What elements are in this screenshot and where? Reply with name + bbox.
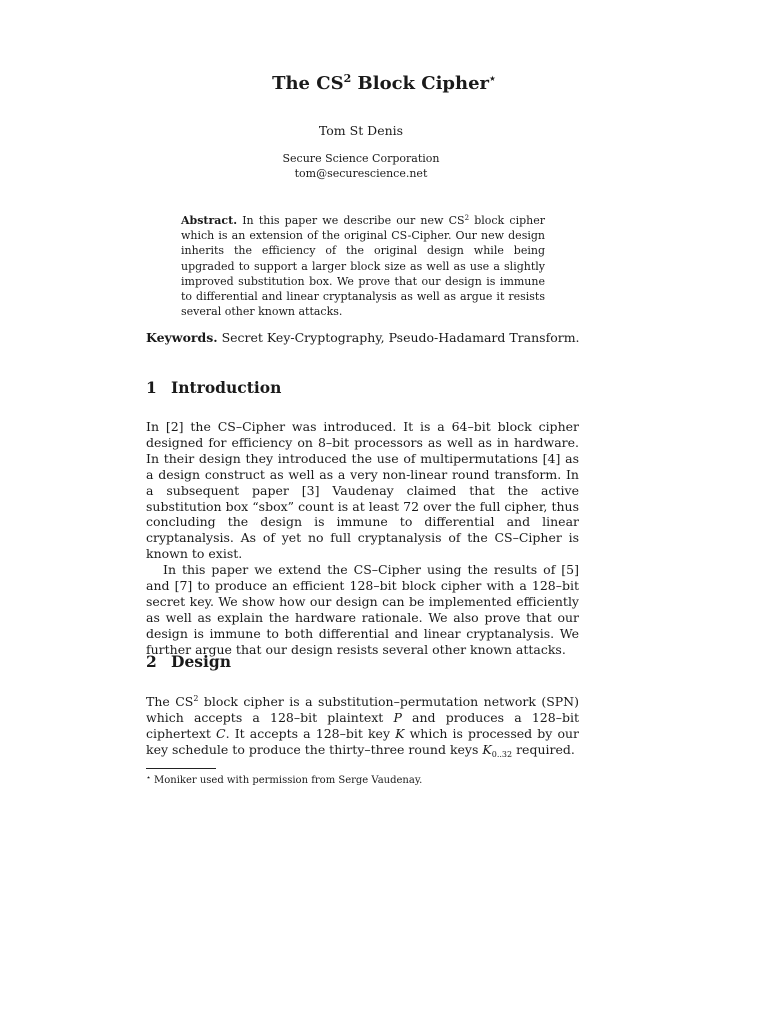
design-body [146,694,579,758]
affiliation-org: Secure Science Corporation [282,152,440,165]
superscript: 2 [193,694,199,703]
text-run: and produces a 128–bit ciphertext [146,709,579,741]
text-run: which is processed by our key schedule to produce the thirty–three round keys [146,725,580,757]
text-run: . It accepts a 128–bit key [225,725,396,741]
keywords [146,330,616,345]
footnote-text: Moniker used with permission from Serge Vaudenay. [154,775,423,786]
footnote [146,773,422,786]
subscript: 0..32 [491,749,513,759]
text-run: The CS [146,694,194,709]
section-number: 1 [146,378,157,397]
section-title: Design [171,652,232,671]
math-var: K [395,725,405,741]
keywords-text: Secret Key-Cryptography, Pseudo-Hadamard Transform. [217,330,580,345]
math-var: C [216,725,226,741]
section-title: Introduction [171,378,282,397]
introduction-body [146,419,579,658]
paragraph: In [2] the CS–Cipher was introduced. It is a 64–bit block cipher designed for efficiency on 8–bit processors as well as in hardware. In their design they introduced the use of multipermutations [4] as a design construct as well as a very non-linear round transform. In a subsequent paper [3] Vaudenay claimed that the active substitution box “sbox” count is at least 72 over the full cipher, thus concluding the design is immune to differential and linear cryptanalysis. As of yet no full cryptanalysis of the CS–Cipher is known to exist. [146,419,579,562]
title-footnote-mark: ⋆ [489,72,496,85]
abstract-superscript: 2 [464,214,470,222]
footnote-mark: ⋆ [146,773,152,782]
section-heading-design [146,652,231,671]
abstract [181,213,545,319]
title-text: The CS [272,73,344,94]
math-var: P [393,709,402,725]
abstract-text: In this paper we describe our new CS [237,214,465,227]
math-var: K [482,741,492,757]
title-superscript: 2 [343,72,352,85]
footnote-rule [146,768,216,769]
keywords-label: Keywords. [146,330,218,345]
section-heading-introduction [146,378,281,397]
affiliation-email: tom@securescience.net [294,167,428,180]
abstract-label: Abstract. [181,214,238,227]
text-run: required. [512,741,575,757]
text-run: block cipher is a substitution–permutation network (SPN) which accepts a 128–bit plaintext [146,694,579,725]
paper-title [0,72,768,94]
author-name: Tom St Denis [318,123,404,138]
paragraph: In this paper we extend the CS–Cipher using the results of [5] and [7] to produce an efficient 128–bit block cipher with a 128–bit secret key. We show how our design can be implemented efficiently as well as explain the hardware rationale. We also prove that our design is immune to both differential and linear cryptanalysis. We further argue that our design resists several other known attacks. [146,562,579,657]
title-text-suffix: Block Cipher [351,73,490,94]
paragraph [146,694,579,758]
abstract-text-cont: block cipher which is an extension of the original CS-Cipher. Our new design inherits the efficiency of the original design while being upgraded to support a larger block size as well as use a slightly improved substitution box. We prove that our design is immune to differential and linear cryptanalysis as well as argue it resists several other known attacks. [181,214,545,319]
section-number: 2 [146,652,157,671]
